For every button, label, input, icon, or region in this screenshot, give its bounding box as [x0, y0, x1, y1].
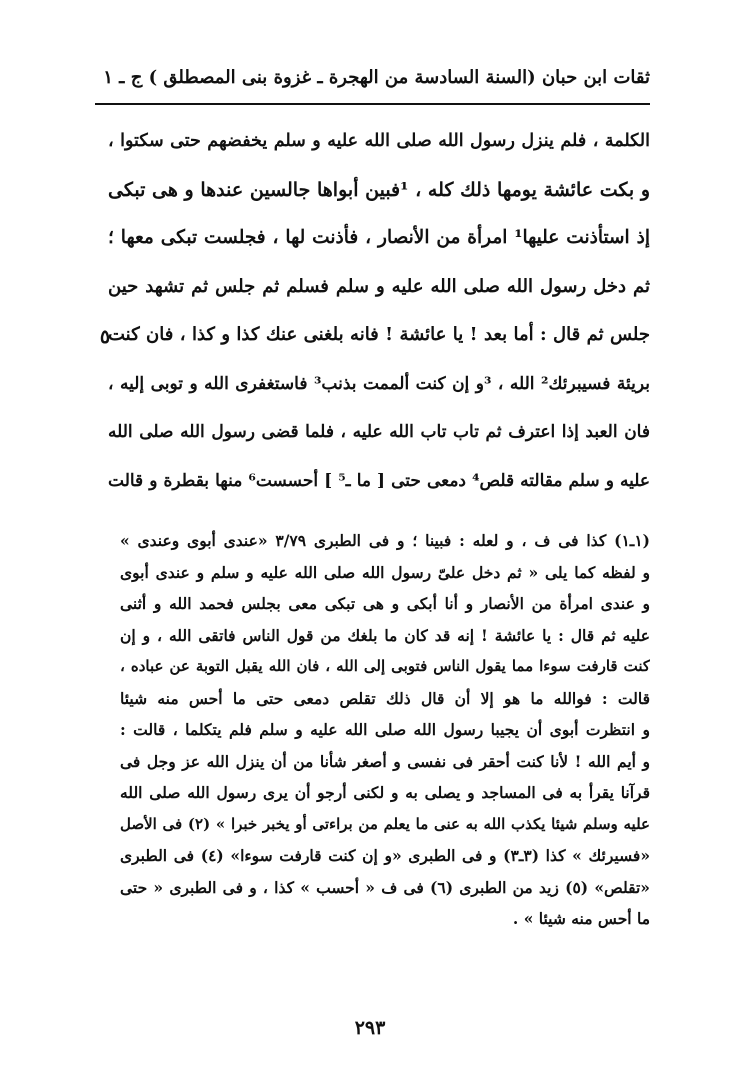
footnote-line: عليه وسلم شيئا يكذب الله به عنى ما يعلم من براءتى أو يخبر خبرا » (٢) فى الأصل: [120, 814, 650, 833]
page-number: ٢٩٣: [354, 1017, 386, 1039]
footnote-line: و عندى امرأة من الأنصار و أنا أبكى و هى تبكى معى بجلس فحمد الله و أثنى: [120, 594, 650, 613]
footnote-line: «تقلص» (٥) زيد من الطبرى (٦) فى ف « أحسب » كذا ، و فى الطبرى « حتى: [120, 877, 650, 897]
text-line: فان العبد إذا اعترف ثم تاب تاب الله عليه ، فلما قضى رسول الله صلى الله: [108, 422, 650, 442]
footnote-line: «فسيرئك » كذا (٣ـ٣) و فى الطبرى «و إن كنت قارفت سوءا» (٤) فى الطبرى: [120, 846, 650, 865]
footnote-line: و انتظرت أبوى أن يجيبا رسول الله صلى الله عليه و سلم فلم يتكلما ، قالت :: [120, 720, 650, 739]
footnote-line: كنت قارفت سوءا مما يقول الناس فتوبى إلى الله ، فان الله يقبل التوبة عن عباده ،: [120, 657, 650, 675]
text-line: عليه و سلم مقالته قلص⁴ دمعى حتى [ ما ـ⁵ ] أحسست⁶ منها بقطرة و قالت: [108, 470, 650, 491]
running-head: ثقات ابن حبان (السنة السادسة من الهجرة ـ غزوة بنى المصطلق ) ج ـ ١: [103, 67, 650, 88]
footnote-line: (١ـ١) كذا فى ف ، و لعله : فبينا ؛ و فى الطبرى ٣/٧٩ «عندى أبوى وعندى »: [120, 531, 650, 550]
text-line: جلس ثم قال : أما بعد ! يا عائشة ! فانه بلغنى عنك كذا و كذا ، فان كنت: [108, 324, 650, 345]
footnote-line: قرآنا يقرأ به فى المساجد و يصلى به و لكنى أرجو أن يرى رسول الله صلى الله: [120, 783, 650, 802]
text-line: بريئة فسيبرئك² الله ، ³و إن كنت ألممت بذنب³ فاستغفرى الله و توبى إليه ،: [108, 373, 650, 394]
text-line: الكلمة ، فلم ينزل رسول الله صلى الله عليه و سلم يخفضهم حتى سكتوا ،: [108, 131, 650, 151]
footnotes: [120, 525, 650, 935]
footnote-line: و لفظه كما يلى « ثم دخل علىّ رسول الله صلى الله عليه و سلم و عندى أبوى: [120, 562, 650, 582]
footnote-line: و أيم الله ! لأنا كنت أحقر فى نفسى و أصغر شأنا من أن ينزل الله عز وجل فى: [120, 751, 650, 771]
margin-line-number: ٥: [99, 326, 111, 348]
footnote-line: ما أحس منه شيئا » .: [512, 909, 650, 928]
text-line: ثم دخل رسول الله صلى الله عليه و سلم فسلم ثم جلس ثم تشهد حين: [108, 275, 650, 297]
footnote-line: عليه ثم قال : يا عائشة ! إنه قد كان ما بلغك من قول الناس فاتقى الله ، و إن: [120, 625, 650, 645]
text-line: إذ استأذنت عليها¹ امرأة من الأنصار ، فأذنت لها ، فجلست تبكى معها ؛: [108, 227, 650, 248]
text-line: و بكت عائشة يومها ذلك كله ، ¹فبين أبواها جالسين عندها و هى تبكى: [108, 178, 650, 201]
main-text: [108, 117, 650, 505]
footnote-line: قالت : فوالله ما هو إلا أن قال ذلك تقلص دمعى حتى ما أحس منه شيئا: [120, 688, 650, 708]
header-rule: [95, 103, 650, 105]
